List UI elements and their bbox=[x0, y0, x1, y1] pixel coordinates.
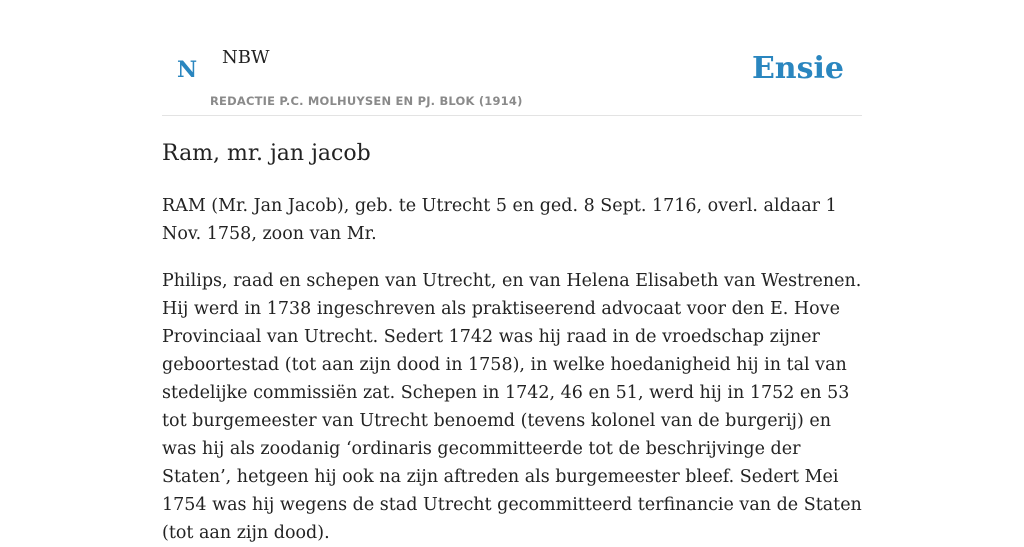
source-title[interactable]: NBW bbox=[222, 47, 270, 68]
brand-logo-link[interactable]: Ensie bbox=[751, 51, 844, 86]
source-logo: N bbox=[177, 57, 198, 83]
page-container bbox=[162, 0, 862, 543]
article-title: Ram, mr. jan jacob bbox=[162, 141, 371, 166]
header bbox=[162, 0, 862, 116]
source-subtitle: REDACTIE P.C. MOLHUYSEN EN PJ. BLOK (1914) bbox=[210, 94, 523, 108]
article-paragraph: Philips, raad en schepen van Utrecht, en van Helena Elisabeth van Westrenen. Hij werd in 1738 ingeschreven als praktiseerend advocaat voor den E. Hove Provinciaal van Utrecht. Sedert 1742 was hij raad in de vroedschap zijner geboortestad (tot aan zijn dood in 1758), in welke hoedanigheid hij in tal van stedelijke commissiën zat. Schepen in 1742, 46 en 51, werd hij in 1752 en 53 tot burgemeester van Utrecht benoemd (tevens kolonel van de burgerij) en was hij als zoodanig ‘ordinaris gecommitteerde tot de beschrijvinge der Staten’, hetgeen hij ook na zijn aftreden als burgemeester bleef. Sedert Mei 1754 was hij wegens de stad Utrecht gecommitteerd terfinancie van de Staten (tot aan zijn dood). bbox=[162, 271, 862, 543]
article-paragraph: RAM (Mr. Jan Jacob), geb. te Utrecht 5 en ged. 8 Sept. 1716, overl. aldaar 1 Nov. 1758, zoon van Mr. bbox=[162, 196, 837, 244]
